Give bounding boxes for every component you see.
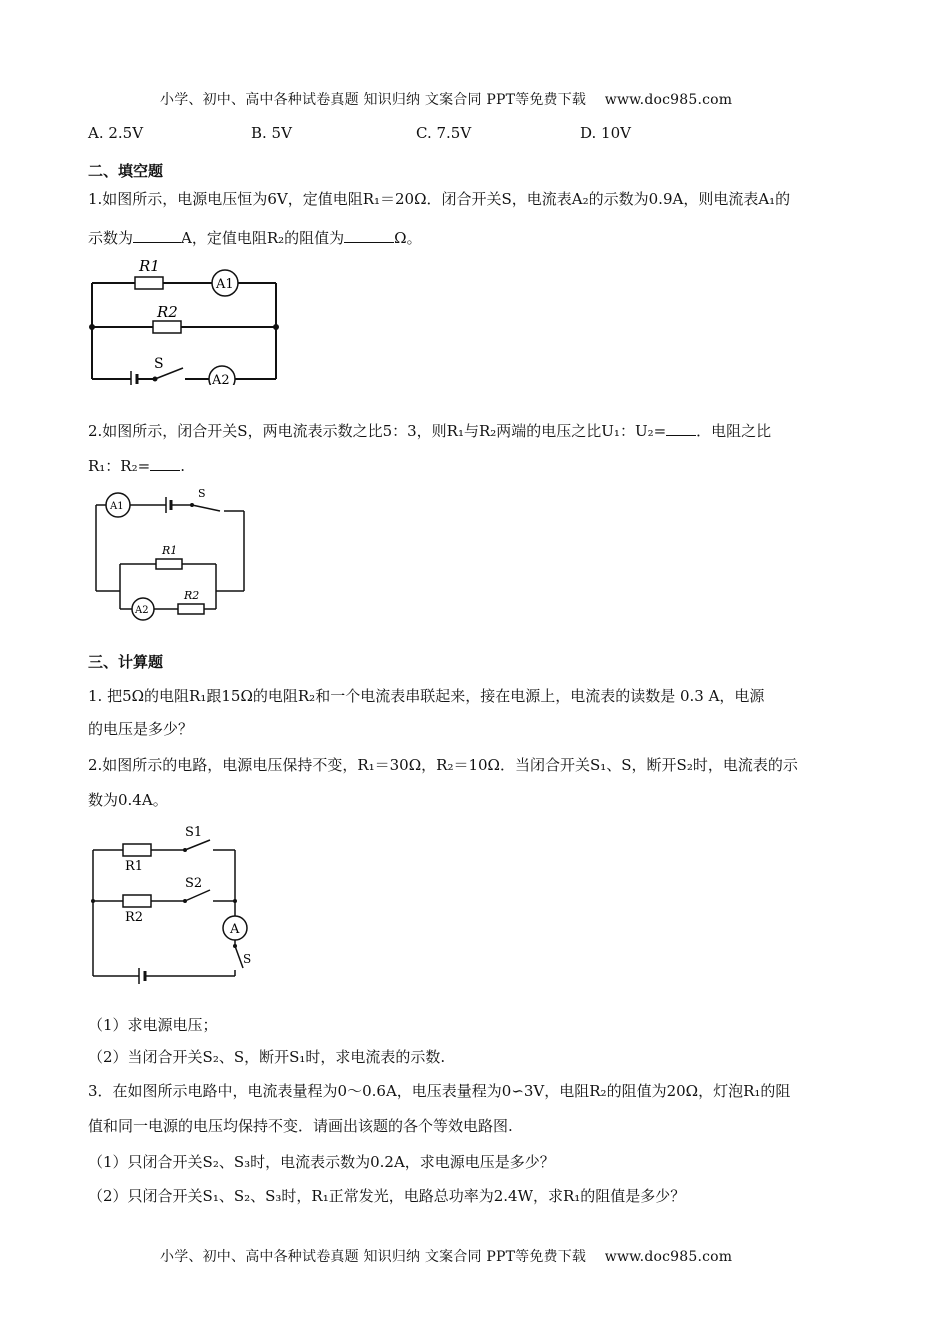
circuit-diagram-3	[85, 820, 265, 985]
choice-d: D. 10V	[580, 124, 631, 142]
label-s: S	[198, 487, 206, 500]
circuit-diagram-1	[85, 255, 285, 385]
answer-blank[interactable]	[344, 228, 394, 243]
answer-blank[interactable]	[150, 456, 180, 471]
s3-q2-sub2: （2）当闭合开关S₂、S，断开S₁时，求电流表的示数.	[88, 1048, 446, 1066]
s2-q1-text-b: A，定值电阻R₂的阻值为	[181, 229, 345, 247]
s3-q2-line1: 2.如图所示的电路，电源电压保持不变，R₁＝30Ω，R₂＝10Ω．当闭合开关S₁、S，断开S₂时，电流表的示	[88, 756, 798, 774]
circuit-diagram-2	[90, 485, 250, 630]
label-a: A	[230, 922, 240, 937]
label-a2: A2	[212, 373, 230, 385]
s2-q2-text-d: .	[180, 457, 185, 475]
label-a1: A1	[110, 501, 124, 512]
section-title-calc: 三、计算题	[88, 653, 164, 671]
label-a1: A1	[216, 277, 234, 292]
label-r1: R1	[125, 859, 144, 874]
s2-q2-line2	[88, 456, 185, 476]
footer-text: 小学、初中、高中各种试卷真题 知识归纳 文案合同 PPT等免费下载	[160, 1249, 587, 1265]
footer-site: www.doc985.com	[604, 1249, 733, 1265]
label-r2: R2	[184, 589, 200, 602]
s2-q1-text-a: 示数为	[88, 229, 134, 247]
s2-q2-text-a: 2.如图所示，闭合开关S，两电流表示数之比5：3，则R₁与R₂两端的电压之比U₁：U₂=	[88, 422, 667, 440]
label-r2: R2	[157, 303, 178, 321]
header-text: 小学、初中、高中各种试卷真题 知识归纳 文案合同 PPT等免费下载	[160, 92, 587, 108]
answer-blank[interactable]	[133, 228, 181, 243]
answer-blank[interactable]	[666, 421, 696, 436]
label-r1: R1	[139, 257, 160, 275]
label-s1: S1	[185, 825, 203, 840]
section-title-fill: 二、填空题	[88, 162, 164, 180]
s3-q3-sub1: （1）只闭合开关S₂、S₃时，电流表示数为0.2A，求电源电压是多少？	[88, 1153, 555, 1171]
page-header	[160, 89, 732, 109]
s2-q2-text-c: R₁：R₂=	[88, 457, 151, 475]
label-s2: S2	[185, 876, 203, 891]
s2-q1-line2	[88, 228, 422, 248]
s3-q2-sub1: （1）求电源电压；	[88, 1016, 218, 1034]
page-footer	[160, 1246, 732, 1266]
s2-q1-text-c: Ω。	[394, 229, 422, 247]
choice-a: A. 2.5V	[88, 124, 144, 142]
s3-q2-line2: 数为0.4A。	[88, 791, 168, 809]
choice-b: B. 5V	[251, 124, 292, 142]
s3-q1-line2: 的电压是多少？	[88, 720, 194, 738]
label-s: S	[154, 356, 164, 372]
choice-c: C. 7.5V	[416, 124, 472, 142]
s3-q3-sub2: （2）只闭合开关S₁、S₂、S₃时，R₁正常发光，电路总功率为2.4W，求R₁的阻值是多少？	[88, 1187, 686, 1205]
s2-q2-line1	[88, 421, 771, 441]
s2-q2-text-b: ．电阻之比	[696, 422, 772, 440]
s2-q1-line1: 1.如图所示，电源电压恒为6V，定值电阻R₁＝20Ω．闭合开关S，电流表A₂的示数为0.9A，则电流表A₁的	[88, 190, 791, 208]
label-r2: R2	[125, 910, 144, 925]
s3-q3-line1: 3．在如图所示电路中，电流表量程为0～0.6A，电压表量程为0∽3V，电阻R₂的阻值为20Ω，灯泡R₁的阻	[88, 1082, 791, 1100]
header-site: www.doc985.com	[604, 92, 733, 108]
label-r1: R1	[162, 544, 178, 557]
s3-q1-line1: 1. 把5Ω的电阻R₁跟15Ω的电阻R₂和一个电流表串联起来，接在电源上，电流表的读数是 0.3 A，电源	[88, 687, 765, 705]
label-s: S	[243, 952, 252, 966]
s3-q3-line2: 值和同一电源的电压均保持不变．请画出该题的各个等效电路图.	[88, 1117, 513, 1135]
label-a2: A2	[135, 605, 149, 616]
